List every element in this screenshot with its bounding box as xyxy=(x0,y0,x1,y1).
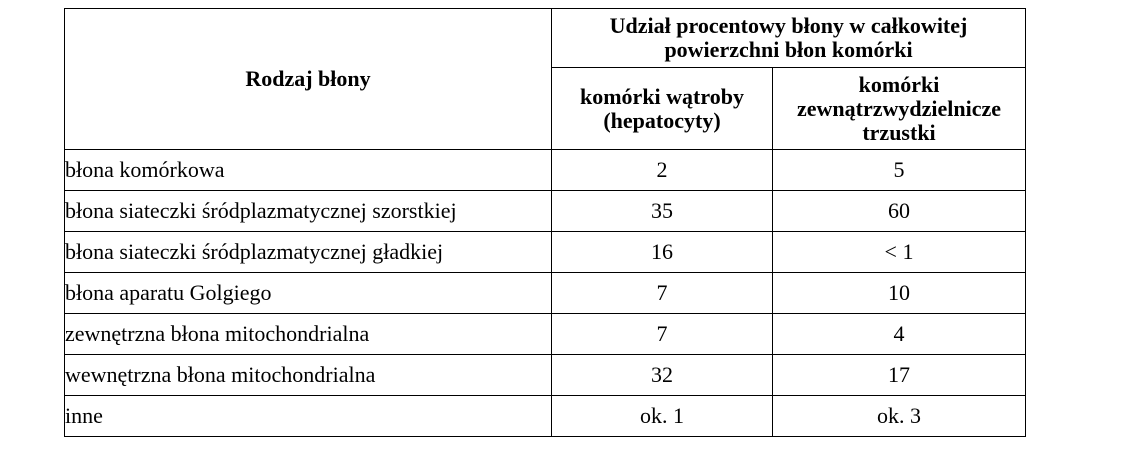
liver-value-cell: 7 xyxy=(552,314,773,355)
membrane-name-cell: inne xyxy=(65,396,552,437)
pancreas-value-cell: 5 xyxy=(773,150,1026,191)
liver-value-cell: ok. 1 xyxy=(552,396,773,437)
table-row xyxy=(65,355,1026,396)
pancreas-value-cell: 60 xyxy=(773,191,1026,232)
pancreas-value-cell: < 1 xyxy=(773,232,1026,273)
table-row xyxy=(65,314,1026,355)
membrane-name-cell: błona komórkowa xyxy=(65,150,552,191)
table-row xyxy=(65,232,1026,273)
table-row xyxy=(65,273,1026,314)
percentage-group-header-line2: powierzchni błon komórki xyxy=(664,37,913,62)
membrane-type-header xyxy=(65,9,552,150)
pancreas-value-cell: 17 xyxy=(773,355,1026,396)
pancreas-value-cell: 4 xyxy=(773,314,1026,355)
liver-cells-header xyxy=(552,68,773,150)
liver-cells-header-line2: (hepatocyty) xyxy=(603,107,721,133)
table-row xyxy=(65,396,1026,437)
membrane-name-cell: błona siateczki śródplazmatycznej gładkiej xyxy=(65,232,552,273)
percentage-group-header xyxy=(552,9,1026,68)
membrane-type-header-label: Rodzaj błony xyxy=(245,66,371,91)
liver-value-cell: 16 xyxy=(552,232,773,273)
liver-value-cell: 32 xyxy=(552,355,773,396)
liver-value-cell: 2 xyxy=(552,150,773,191)
table-row xyxy=(65,191,1026,232)
membrane-name-cell: błona aparatu Golgiego xyxy=(65,273,552,314)
pancreas-cells-header xyxy=(773,68,1026,150)
pancreas-value-cell: 10 xyxy=(773,273,1026,314)
pancreas-value-cell: ok. 3 xyxy=(773,396,1026,437)
percentage-group-header-line1: Udział procentowy błony w całkowitej xyxy=(609,13,968,38)
table-row xyxy=(65,150,1026,191)
pancreas-cells-header-line1: komórki xyxy=(858,71,940,97)
pancreas-cells-header-line3: trzustki xyxy=(862,119,936,145)
header-row-top xyxy=(65,9,1026,68)
membrane-name-cell: błona siateczki śródplazmatycznej szorstkiej xyxy=(65,191,552,232)
membrane-name-cell: zewnętrzna błona mitochondrialna xyxy=(65,314,552,355)
liver-value-cell: 7 xyxy=(552,273,773,314)
liver-cells-header-line1: komórki wątroby xyxy=(580,83,744,109)
membrane-share-table xyxy=(64,8,1026,437)
pancreas-cells-header-line2: zewnątrzwydzielnicze xyxy=(796,95,1002,121)
liver-value-cell: 35 xyxy=(552,191,773,232)
membrane-name-cell: wewnętrzna błona mitochondrialna xyxy=(65,355,552,396)
